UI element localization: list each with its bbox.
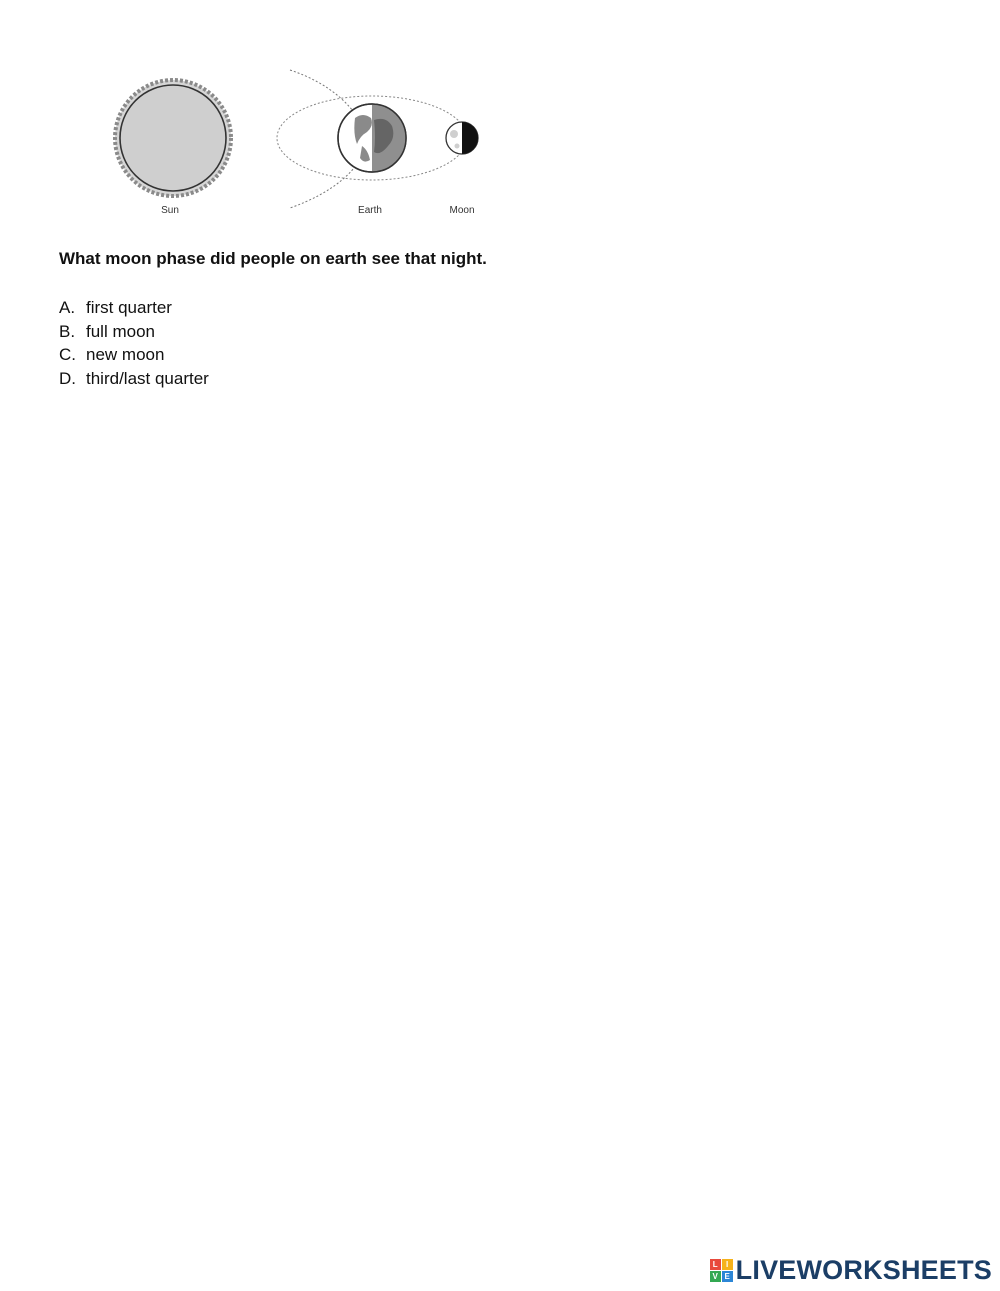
moon-illustration [446, 122, 478, 154]
option-c[interactable] [59, 343, 209, 367]
sun-label: Sun [161, 205, 179, 216]
liveworksheets-brand [710, 1255, 992, 1285]
option-letter: A. [59, 298, 76, 317]
earth-illustration [338, 104, 406, 172]
option-d[interactable] [59, 367, 209, 391]
moon-label: Moon [449, 205, 475, 216]
option-letter: D. [59, 369, 76, 389]
option-text: third/last quarter [86, 369, 209, 389]
option-b[interactable] [59, 320, 209, 344]
brand-logo-icon [710, 1259, 733, 1282]
sun-earth-moon-diagram [100, 60, 500, 230]
brand-name: LIVEWORKSHEETS [735, 1254, 992, 1285]
brand-logo-tile: I [722, 1259, 733, 1270]
option-text: first quarter [86, 298, 172, 317]
option-text: new moon [86, 345, 165, 365]
answer-options [59, 296, 209, 391]
option-text: full moon [86, 321, 155, 341]
sun-illustration [115, 80, 231, 196]
brand-logo-tile: L [710, 1259, 721, 1270]
option-letter: B. [59, 321, 76, 341]
option-a[interactable] [59, 296, 209, 320]
question-text: What moon phase did people on earth see that night. [59, 249, 487, 268]
option-letter: C. [59, 345, 76, 365]
brand-logo-tile: V [710, 1271, 721, 1282]
brand-logo-tile: E [722, 1271, 733, 1282]
earth-label: Earth [358, 205, 382, 216]
